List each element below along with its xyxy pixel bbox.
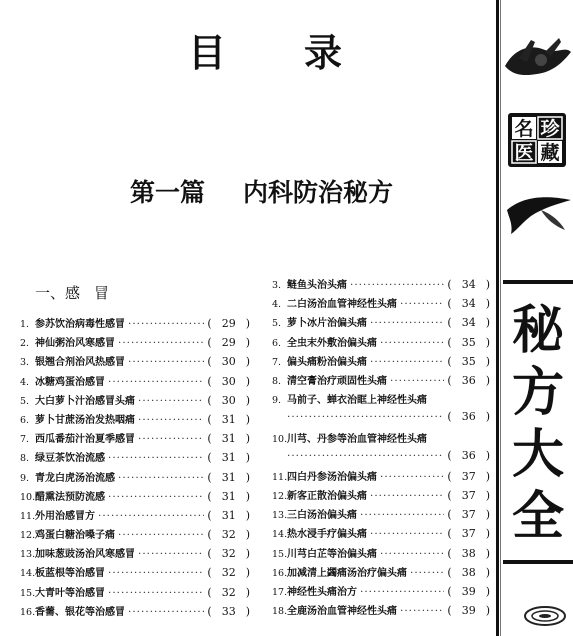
page-number: ( 29 ) — [207, 336, 250, 350]
page-number: ( 34 ) — [447, 278, 490, 291]
page-number: ( 31 ) — [207, 489, 250, 503]
page-number: ( 37 ) — [447, 469, 490, 483]
entry-title: 外用治感冒方 — [35, 510, 95, 522]
toc-entry — [20, 353, 250, 372]
entry-title: 二白汤治血管神经性头痛 — [287, 299, 397, 311]
page-number: ( 34 ) — [447, 297, 490, 311]
svg-text:名: 名 — [514, 118, 534, 140]
dot-leader — [350, 279, 444, 291]
page-number-value: 36 — [461, 448, 476, 462]
page-number-value: 31 — [221, 432, 236, 446]
entry-title: 全虫末外敷治偏头痛 — [287, 337, 377, 349]
entry-title: 萝卜冰片治偏头痛 — [287, 318, 367, 330]
toc-entry — [272, 583, 490, 602]
entry-number: 10. — [272, 433, 288, 445]
toc-entry — [20, 507, 250, 526]
toc-entry — [272, 391, 490, 410]
entry-number: 8. — [20, 453, 30, 465]
toc-entry — [20, 334, 250, 353]
dot-leader — [370, 490, 444, 502]
toc-entry — [272, 295, 490, 314]
page-number: ( 37 ) — [447, 527, 490, 541]
series-char: 大 — [511, 425, 564, 485]
entry-number: 13. — [20, 549, 36, 561]
page-number-value: 36 — [461, 410, 476, 424]
entry-title: 西瓜番茄汁治夏季感冒 — [35, 434, 135, 446]
entry-number: 9. — [272, 395, 282, 407]
page-number: ( 38 ) — [447, 565, 490, 579]
page-number: ( 32 ) — [207, 585, 250, 599]
sidebar-rule — [503, 280, 573, 284]
cloud-ornament-icon — [523, 605, 567, 627]
entry-title: 清空膏治疗顽固性头痛 — [287, 375, 387, 387]
page-number: ( 38 ) — [447, 546, 490, 560]
page-number-value: 31 — [221, 508, 236, 522]
entry-title: 板蓝根等治感冒 — [35, 568, 105, 580]
page-divider — [496, 0, 499, 636]
page-number-value: 31 — [221, 412, 236, 426]
seal-stamp — [507, 112, 567, 168]
page-number-value: 35 — [461, 354, 476, 368]
page-number: ( 35 ) — [447, 335, 490, 349]
entry-number: 16. — [272, 567, 288, 579]
entry-number: 1. — [20, 319, 30, 330]
toc-heading — [188, 31, 421, 75]
page-number-value: 34 — [461, 297, 476, 311]
toc-entry — [20, 315, 250, 334]
dot-leader — [380, 471, 444, 483]
page-number-value: 32 — [221, 528, 236, 542]
entry-title: 香薷、银花等治感冒 — [35, 606, 125, 618]
entry-number: 4. — [20, 376, 30, 388]
toc-entry — [20, 469, 250, 488]
toc-entry — [20, 584, 250, 603]
toc-entry — [272, 276, 490, 295]
entry-number: 18. — [272, 606, 288, 618]
page-number: ( 31 ) — [207, 508, 250, 522]
entry-number: 6. — [272, 337, 282, 349]
entry-number: 12. — [20, 530, 36, 542]
entry-number: 2. — [20, 338, 30, 350]
page-number: ( 31 ) — [207, 412, 250, 426]
page-number: ( 37 ) — [447, 508, 490, 522]
dot-leader — [380, 337, 444, 349]
entry-title: 青龙白虎汤治流感 — [35, 472, 115, 484]
entry-number: 16. — [20, 606, 36, 618]
page-number-value: 39 — [461, 585, 476, 598]
dot-leader — [108, 587, 204, 599]
toc-heading-char: 录 — [304, 31, 421, 75]
page-number-value: 37 — [461, 527, 476, 541]
toc-entry — [20, 430, 250, 449]
entry-title: 川芎白芷等治偏头痛 — [287, 548, 377, 560]
page-number: ( 30 ) — [207, 355, 250, 369]
page-number: ( 29 ) — [207, 317, 250, 330]
entry-number: 5. — [272, 318, 282, 330]
entry-title: 银翘合剂治风热感冒 — [35, 357, 125, 369]
dot-leader — [400, 298, 444, 310]
entry-number: 7. — [272, 356, 282, 368]
entry-number: 7. — [20, 434, 30, 446]
entry-number: 14. — [20, 568, 36, 580]
toc-entry — [272, 506, 490, 525]
toc-entry — [20, 392, 250, 411]
page-number: ( 36 ) — [447, 373, 490, 387]
toc-entry — [272, 314, 490, 333]
page-number: ( 37 ) — [447, 489, 490, 503]
part-heading — [130, 180, 393, 205]
toc-entry — [20, 603, 250, 622]
dot-leader — [118, 529, 204, 541]
toc-entry — [272, 353, 490, 372]
series-char: 秘 — [511, 301, 564, 361]
toc-heading-char: 目 — [188, 31, 305, 75]
page-number: ( 30 ) — [207, 374, 250, 388]
page-number: ( 31 ) — [207, 451, 250, 465]
section-label: 一、 — [35, 284, 66, 302]
page-number-value: 30 — [221, 393, 236, 407]
toc-entry — [272, 525, 490, 544]
page-number-value: 30 — [221, 355, 236, 369]
toc-entry — [272, 449, 490, 468]
page-number: ( 31 ) — [207, 470, 250, 484]
dot-leader — [287, 411, 444, 423]
dot-leader — [108, 567, 204, 579]
page-number-value: 37 — [461, 508, 476, 522]
page-number-value: 38 — [461, 565, 476, 579]
toc-entry — [20, 373, 250, 392]
dot-leader — [118, 472, 204, 484]
dot-leader — [370, 356, 444, 368]
dot-leader — [108, 376, 204, 388]
toc-entry — [20, 545, 250, 564]
entry-title: 参苏饮治病毒性感冒 — [35, 319, 125, 330]
dot-leader — [138, 433, 204, 445]
part-label: 第一篇 — [130, 178, 206, 207]
dot-leader — [370, 528, 444, 540]
section-heading — [35, 286, 123, 301]
page-number-value: 37 — [461, 469, 476, 483]
page-number: ( 33 ) — [207, 604, 250, 618]
entry-title: 醋熏法预防流感 — [35, 491, 105, 503]
dot-leader — [138, 548, 204, 560]
toc-column-left — [20, 315, 250, 622]
dot-leader — [98, 510, 204, 522]
entry-number: 17. — [272, 587, 288, 598]
page-number-value: 32 — [221, 566, 236, 580]
toc-entry — [20, 564, 250, 583]
page-number-value: 32 — [221, 547, 236, 561]
page-number-value: 35 — [461, 335, 476, 349]
entry-title: 热水浸手疗偏头痛 — [287, 529, 367, 541]
dot-leader — [128, 318, 204, 330]
entry-title: 萝卜甘蔗汤治发热咽痛 — [35, 414, 135, 426]
page-number-value: 31 — [221, 489, 236, 503]
entry-number: 11. — [20, 510, 36, 522]
entry-title: 神经性头痛治方 — [287, 587, 357, 598]
page-number: ( 32 ) — [207, 566, 250, 580]
entry-number: 6. — [20, 414, 30, 426]
toc-entry — [272, 602, 490, 621]
toc-entry — [20, 411, 250, 430]
toc-entry — [20, 449, 250, 468]
series-char: 方 — [511, 363, 564, 423]
toc-entry — [272, 468, 490, 487]
entry-number: 5. — [20, 395, 30, 407]
entry-number: 9. — [20, 472, 30, 484]
entry-title: 绿豆茶饮治流感 — [35, 453, 105, 465]
ink-brush-decoration — [501, 36, 573, 84]
entry-number: 3. — [20, 357, 30, 369]
toc-entry — [272, 410, 490, 429]
page-number-value: 31 — [221, 470, 236, 484]
dot-leader — [380, 548, 444, 560]
entry-number: 15. — [272, 548, 288, 560]
entry-title: 马前子、蝉衣治眶上神经性头痛 — [287, 395, 427, 407]
dot-leader — [287, 450, 444, 462]
entry-number: 3. — [272, 280, 282, 291]
page-number-value: 33 — [221, 604, 236, 618]
entry-title: 神仙粥治风寒感冒 — [35, 338, 115, 350]
toc-entry — [20, 526, 250, 545]
page-number: ( 35 ) — [447, 354, 490, 368]
sidebar-rule — [503, 560, 573, 564]
page-number: ( 31 ) — [207, 432, 250, 446]
page-number-value: 36 — [461, 373, 476, 387]
page-number-value: 39 — [461, 604, 476, 618]
svg-text:医: 医 — [514, 142, 534, 164]
page-number: ( 30 ) — [207, 393, 250, 407]
dot-leader — [360, 586, 444, 598]
entry-title: 三白汤治偏头痛 — [287, 510, 357, 522]
page-number: ( 36 ) — [447, 410, 490, 424]
entry-number: 8. — [272, 375, 282, 387]
page-number-value: 29 — [221, 317, 236, 330]
toc-entry — [272, 564, 490, 583]
dot-leader — [138, 414, 204, 426]
page-number-value: 38 — [461, 546, 476, 560]
section-name: 感冒 — [65, 284, 124, 302]
entry-number: 12. — [272, 491, 288, 503]
dot-leader — [118, 337, 204, 349]
svg-text:珍: 珍 — [540, 118, 560, 140]
toc-entry — [272, 430, 490, 449]
page-number-value: 32 — [221, 585, 236, 599]
series-char: 全 — [511, 487, 564, 547]
entry-title: 冰糖鸡蛋治感冒 — [35, 376, 105, 388]
dot-leader — [390, 375, 444, 387]
toc-column-right — [272, 276, 490, 621]
page-divider-thin — [500, 0, 501, 636]
entry-number: 13. — [272, 510, 288, 522]
dot-leader — [410, 567, 444, 579]
entry-title: 大白萝卜汁治感冒头痛 — [35, 395, 135, 407]
toc-entry — [272, 372, 490, 391]
entry-title: 鲢鱼头治头痛 — [287, 280, 347, 291]
series-title-vertical — [508, 300, 568, 548]
dot-leader — [370, 317, 444, 329]
toc-entry — [272, 487, 490, 506]
dot-leader — [360, 509, 444, 521]
entry-number: 11. — [272, 471, 288, 483]
entry-title: 大青叶等治感冒 — [35, 587, 105, 599]
page-number-value: 37 — [461, 489, 476, 503]
page-number-value: 30 — [221, 374, 236, 388]
entry-title: 四白丹参汤治偏头痛 — [287, 471, 377, 483]
entry-number: 4. — [272, 299, 282, 311]
dot-leader — [138, 395, 204, 407]
page-number: ( 34 ) — [447, 316, 490, 330]
entry-number: 10. — [20, 491, 36, 503]
entry-number: 15. — [20, 587, 36, 599]
page-number-value: 29 — [221, 336, 236, 350]
dot-leader — [128, 606, 204, 618]
toc-entry — [272, 545, 490, 564]
entry-title: 加减清上蠲痛汤治疗偏头痛 — [287, 567, 407, 579]
toc-entry — [20, 488, 250, 507]
entry-title: 偏头痛粉治偏头痛 — [287, 356, 367, 368]
entry-title: 新客正散治偏头痛 — [287, 491, 367, 503]
page-number-value: 34 — [461, 278, 476, 291]
page-number: ( 39 ) — [447, 585, 490, 598]
entry-title: 鸡蛋白糖治嗓子痛 — [35, 530, 115, 542]
dot-leader — [108, 491, 204, 503]
entry-title: 川芎、丹参等治血管神经性头痛 — [287, 433, 427, 445]
dot-leader — [400, 605, 444, 617]
part-name: 内科防治秘方 — [243, 178, 394, 207]
entry-number: 14. — [272, 529, 288, 541]
dot-leader — [108, 452, 204, 464]
svg-text:藏: 藏 — [540, 142, 560, 164]
toc-entry — [272, 334, 490, 353]
page-number: ( 32 ) — [207, 547, 250, 561]
entry-title: 全鹿汤治血管神经性头痛 — [287, 606, 397, 618]
page-number-value: 34 — [461, 316, 476, 330]
page-number: ( 32 ) — [207, 528, 250, 542]
dot-leader — [128, 356, 204, 368]
page-number: ( 36 ) — [447, 448, 490, 462]
ink-brush-decoration — [501, 190, 573, 236]
page-number-value: 31 — [221, 451, 236, 465]
page-number: ( 39 ) — [447, 604, 490, 618]
entry-title: 加味葱豉汤治风寒感冒 — [35, 549, 135, 561]
